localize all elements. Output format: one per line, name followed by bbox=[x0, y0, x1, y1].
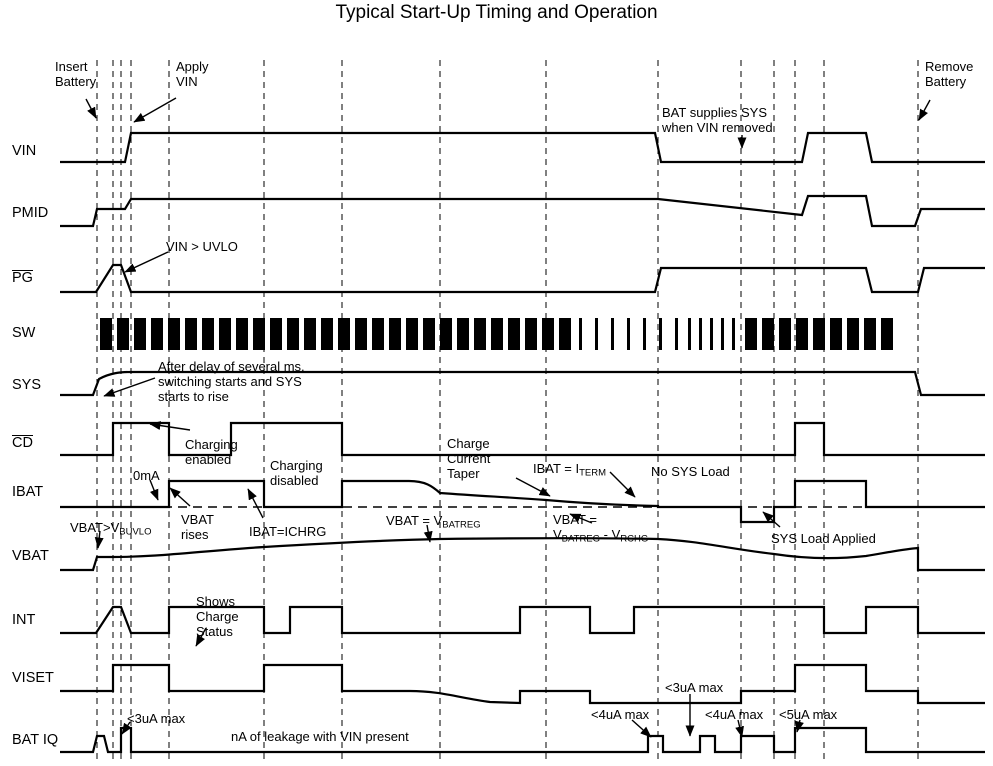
row-label-pmid-text: PMID bbox=[12, 205, 49, 221]
annotation-vbat-gt-vbuvlo: $VBAT>V_{BUVLO}$ bbox=[70, 520, 152, 538]
waveform-pmid bbox=[60, 196, 985, 226]
annotation-no-sys-load: No SYS Load bbox=[651, 464, 730, 479]
annotation-zero-ma: 0mA bbox=[133, 468, 160, 483]
waveform-sw bbox=[100, 318, 893, 350]
row-label-sys-text: SYS bbox=[12, 377, 42, 393]
annotation-vbat-rises: VBAT rises bbox=[181, 512, 214, 542]
annotation-iq-4ua-1: <4uA max bbox=[591, 707, 650, 722]
annotation-sys-load-applied: SYS Load Applied bbox=[771, 531, 876, 546]
row-label-int-text: INT bbox=[12, 612, 36, 628]
waveform-vin bbox=[60, 133, 985, 162]
annotation-iq-3ua-right: <3uA max bbox=[665, 680, 724, 695]
row-label-cd bbox=[12, 435, 33, 451]
row-label-pmid bbox=[12, 205, 48, 221]
annotation-vbat-rchg: VBAT = $V_{BATREG} - V_{RCHG}$ bbox=[553, 512, 649, 545]
row-label-vin bbox=[12, 143, 36, 159]
annotation-iq-3ua-left: <3uA max bbox=[127, 711, 186, 726]
waveform-bat-iq bbox=[60, 728, 985, 752]
annotation-charging-disabled: Charging disabled bbox=[270, 458, 323, 488]
row-label-vin-text: VIN bbox=[12, 143, 37, 159]
row-label-sys bbox=[12, 377, 41, 393]
row-label-viset bbox=[12, 670, 54, 686]
annotation-remove-battery: Remove Battery bbox=[925, 59, 974, 89]
row-label-sw-text: SW bbox=[12, 325, 36, 341]
row-label-ibat bbox=[12, 484, 43, 500]
row-label-sw bbox=[12, 325, 35, 341]
row-label-int bbox=[12, 612, 35, 628]
annotation-bat-supplies-sys: BAT supplies SYS when VIN removed bbox=[662, 105, 773, 135]
annotation-apply-vin: Apply VIN bbox=[176, 59, 209, 89]
annotation-ibat-iterm: IBAT = $I_{TERM}$ bbox=[533, 461, 607, 479]
annotation-iq-4ua-2: <4uA max bbox=[705, 707, 764, 722]
annotation-insert-battery: Insert Battery bbox=[55, 59, 97, 89]
row-label-cd-text: CD bbox=[12, 435, 33, 451]
page-title: Typical Start-Up Timing and Operation bbox=[335, 2, 658, 23]
annotation-vbat-eq-vbatreg: VBAT = $V_{BATREG}$ bbox=[386, 513, 481, 531]
row-label-viset-text: VISET bbox=[12, 670, 54, 686]
annotation-iq-5ua: <5uA max bbox=[779, 707, 838, 722]
annotation-shows-charge-status: Shows Charge Status bbox=[196, 594, 239, 639]
row-label-batiq-text: BAT IQ bbox=[12, 732, 59, 748]
row-label-ibat-text: IBAT bbox=[12, 484, 44, 500]
row-label-batiq bbox=[12, 732, 58, 748]
annotation-charge-taper: Charge Current Taper bbox=[447, 436, 491, 481]
annotation-ibat-ichrg: IBAT=ICHRG bbox=[249, 524, 327, 539]
row-label-pg bbox=[12, 270, 33, 286]
annotation-vin-gt-uvlo: VIN > UVLO bbox=[166, 239, 238, 254]
annotation-after-delay: After delay of several ms, switching starts and SYS starts to rise bbox=[158, 359, 305, 404]
row-label-pg-text: PG bbox=[12, 270, 33, 286]
row-label-vbat-text: VBAT bbox=[12, 548, 49, 564]
annotation-charging-enabled: Charging enabled bbox=[185, 437, 238, 467]
row-label-vbat bbox=[12, 548, 49, 564]
waveform-viset bbox=[60, 665, 985, 703]
waveform-pg bbox=[60, 265, 985, 292]
annotation-na-leakage: nA of leakage with VIN present bbox=[231, 729, 409, 744]
